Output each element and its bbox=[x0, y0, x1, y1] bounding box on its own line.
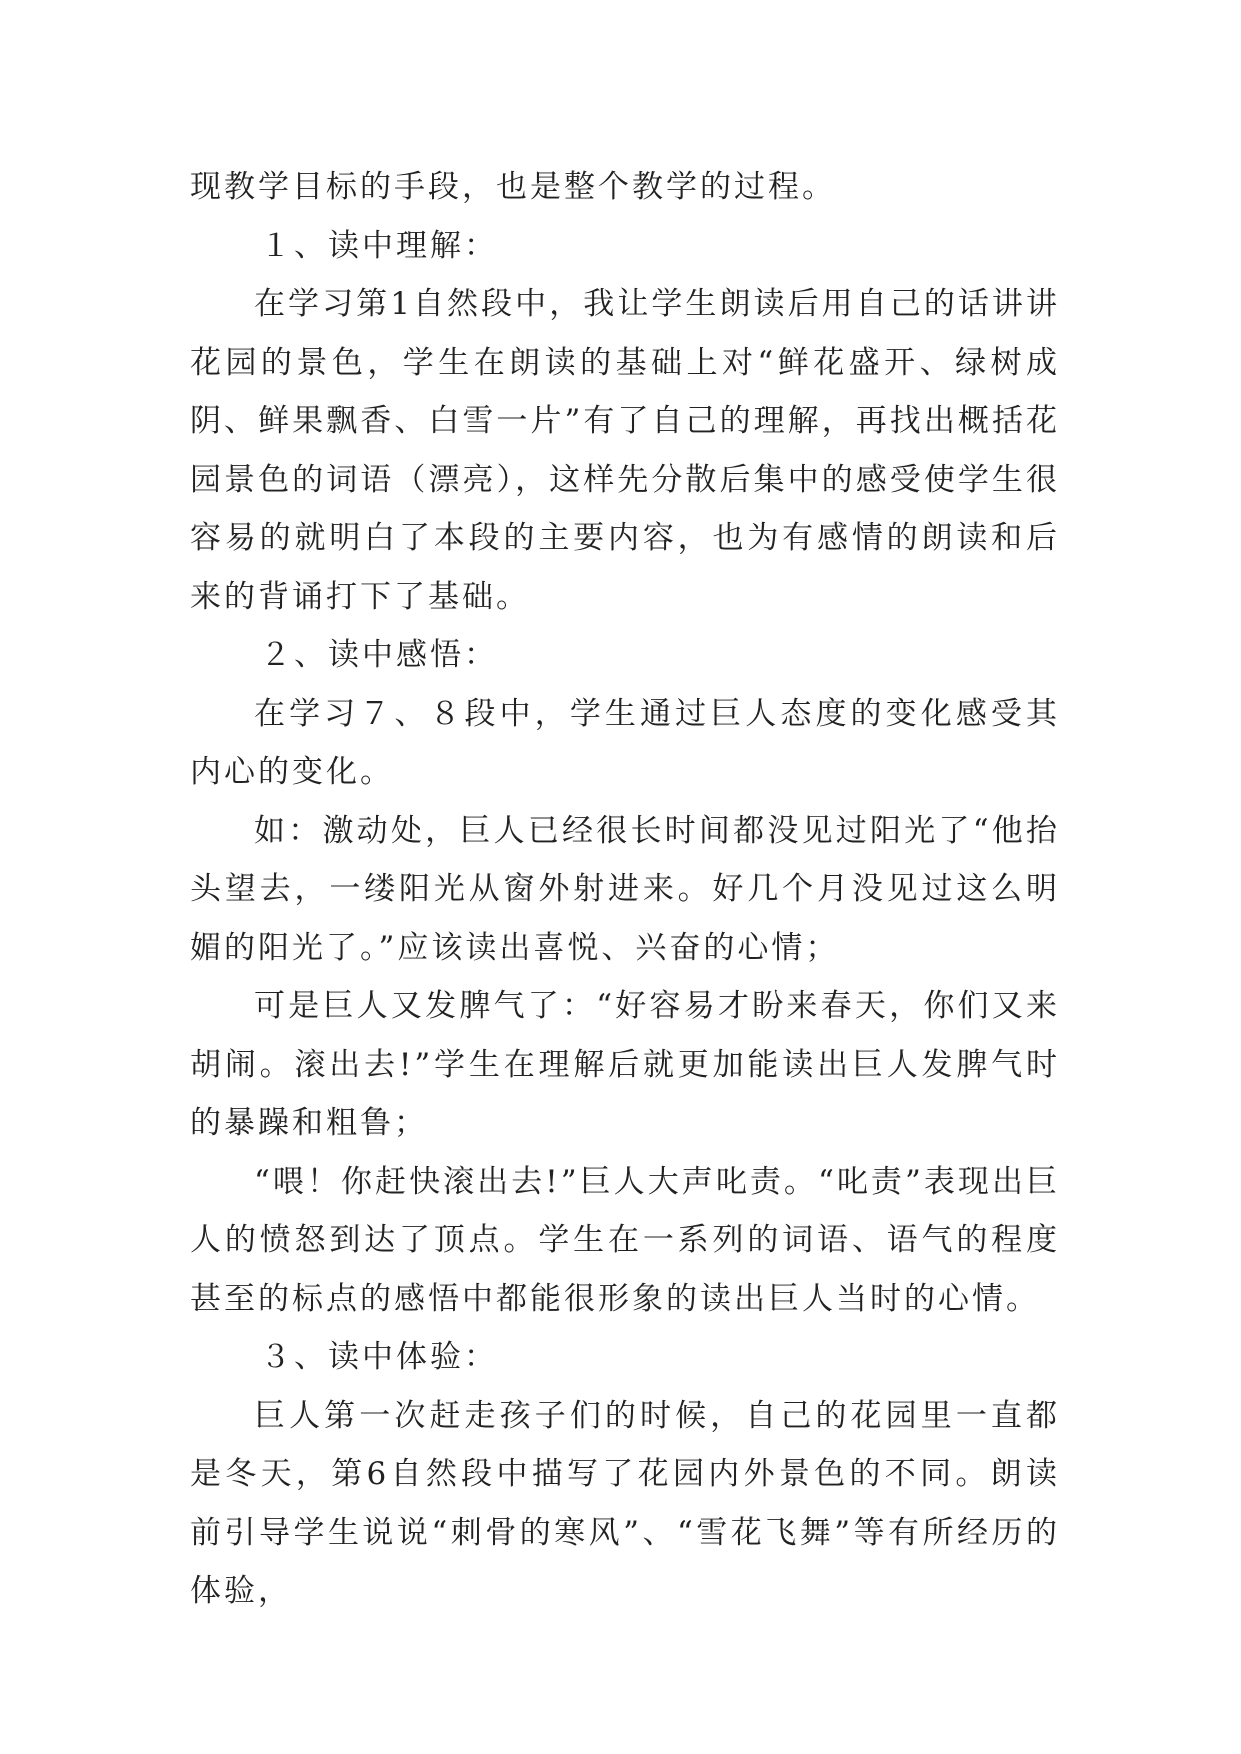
paragraph-example-scold: “喂！你赶快滚出去!”巨人大声叱责。“叱责”表现出巨人的愤怒到达了顶点。学生在一系列的词语、语气的程度甚至的标点的感悟中都能很形象的读出巨人当时的心情。 bbox=[190, 1163, 1060, 1317]
paragraph-continuation: 现教学目标的手段，也是整个教学的过程。 bbox=[190, 169, 836, 205]
paragraph-understanding: 在学习第1自然段中，我让学生朗读后用自己的话讲讲花园的景色，学生在朗读的基础上对“鲜花盛开、绿树成阴、鲜果飘香、白雪一片”有了自己的理解，再找出概括花园景色的词语（漂亮），这样先分散后集中的感受使学生很容易的就明白了本段的主要内容，也为有感情的朗读和后来的背诵打下了基础。 bbox=[190, 286, 1060, 615]
paragraph-perception: 在学习７、８段中，学生通过巨人态度的变化感受其内心的变化。 bbox=[190, 695, 1060, 790]
body-text bbox=[190, 158, 1060, 1621]
section-heading-3: ３、读中体验： bbox=[260, 1339, 498, 1375]
section-heading-1: １、读中理解： bbox=[260, 227, 498, 264]
paragraph-example-angry: 可是巨人又发脾气了：“好容易才盼来春天，你们又来胡闹。滚出去!”学生在理解后就更加能读出巨人发脾气时的暴躁和粗鲁； bbox=[190, 988, 1060, 1141]
paragraph-experience: 巨人第一次赶走孩子们的时候，自己的花园里一直都是冬天，第6自然段中描写了花园内外景色的不同。朗读前引导学生说说“刺骨的寒风”、“雪花飞舞”等有所经历的体验， bbox=[190, 1397, 1060, 1609]
paragraph-example-excited: 如：激动处，巨人已经很长时间都没见过阳光了“他抬头望去，一缕阳光从窗外射进来。好几个月没见过这么明媚的阳光了。”应该读出喜悦、兴奋的心情； bbox=[190, 812, 1060, 966]
section-heading-2: ２、读中感悟： bbox=[260, 637, 498, 673]
